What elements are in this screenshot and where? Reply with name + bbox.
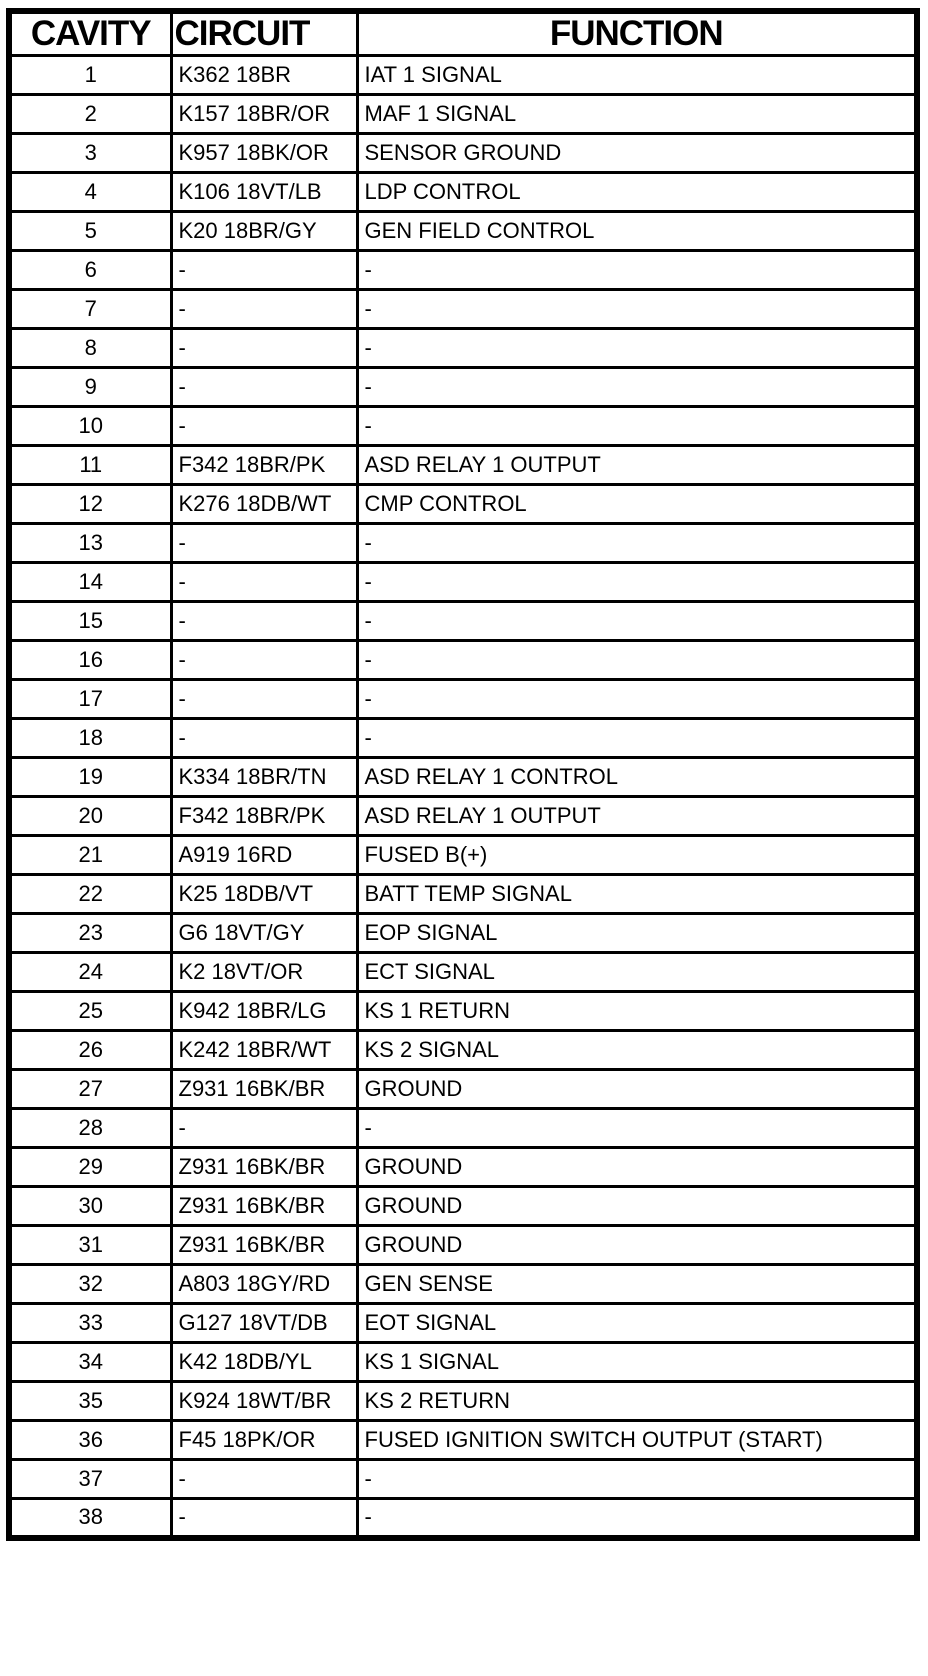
cavity-cell: 27	[9, 1070, 171, 1109]
function-cell: GROUND	[357, 1148, 917, 1187]
circuit-cell: -	[171, 1460, 357, 1499]
table-row	[9, 1421, 917, 1460]
circuit-cell: -	[171, 602, 357, 641]
table-row	[9, 563, 917, 602]
pinout-table	[6, 8, 920, 1541]
function-cell: ASD RELAY 1 OUTPUT	[357, 797, 917, 836]
function-cell: KS 2 SIGNAL	[357, 1031, 917, 1070]
cavity-cell: 23	[9, 914, 171, 953]
circuit-cell: K334 18BR/TN	[171, 758, 357, 797]
cavity-cell: 31	[9, 1226, 171, 1265]
table-row	[9, 1343, 917, 1382]
circuit-cell: F342 18BR/PK	[171, 446, 357, 485]
circuit-cell: -	[171, 368, 357, 407]
table-row	[9, 95, 917, 134]
cavity-cell: 8	[9, 329, 171, 368]
circuit-cell: K42 18DB/YL	[171, 1343, 357, 1382]
circuit-cell: K362 18BR	[171, 56, 357, 95]
cavity-cell: 10	[9, 407, 171, 446]
circuit-cell: -	[171, 290, 357, 329]
circuit-cell: -	[171, 1499, 357, 1538]
cavity-cell: 28	[9, 1109, 171, 1148]
header-function: FUNCTION	[357, 11, 917, 56]
function-cell: -	[357, 407, 917, 446]
table-row	[9, 1226, 917, 1265]
circuit-cell: -	[171, 641, 357, 680]
table-row	[9, 368, 917, 407]
cavity-cell: 1	[9, 56, 171, 95]
circuit-cell: -	[171, 719, 357, 758]
function-cell: GROUND	[357, 1187, 917, 1226]
table-header	[9, 11, 917, 56]
table-row	[9, 1109, 917, 1148]
table-body	[9, 56, 917, 1538]
function-cell: IAT 1 SIGNAL	[357, 56, 917, 95]
table-row	[9, 1148, 917, 1187]
function-cell: GEN SENSE	[357, 1265, 917, 1304]
function-cell: -	[357, 290, 917, 329]
cavity-cell: 35	[9, 1382, 171, 1421]
function-cell: -	[357, 1109, 917, 1148]
circuit-cell: Z931 16BK/BR	[171, 1187, 357, 1226]
cavity-cell: 12	[9, 485, 171, 524]
circuit-cell: K242 18BR/WT	[171, 1031, 357, 1070]
function-cell: KS 1 SIGNAL	[357, 1343, 917, 1382]
circuit-cell: -	[171, 680, 357, 719]
function-cell: LDP CONTROL	[357, 173, 917, 212]
cavity-cell: 38	[9, 1499, 171, 1538]
table-row	[9, 953, 917, 992]
function-cell: -	[357, 602, 917, 641]
table-row	[9, 251, 917, 290]
cavity-cell: 11	[9, 446, 171, 485]
cavity-cell: 25	[9, 992, 171, 1031]
cavity-cell: 3	[9, 134, 171, 173]
table-row	[9, 641, 917, 680]
function-cell: MAF 1 SIGNAL	[357, 95, 917, 134]
function-cell: GROUND	[357, 1226, 917, 1265]
table-row	[9, 1499, 917, 1538]
circuit-cell: F45 18PK/OR	[171, 1421, 357, 1460]
circuit-cell: -	[171, 1109, 357, 1148]
function-cell: -	[357, 1499, 917, 1538]
circuit-cell: K276 18DB/WT	[171, 485, 357, 524]
cavity-cell: 24	[9, 953, 171, 992]
header-row	[9, 11, 917, 56]
cavity-cell: 37	[9, 1460, 171, 1499]
cavity-cell: 15	[9, 602, 171, 641]
function-cell: -	[357, 719, 917, 758]
cavity-cell: 19	[9, 758, 171, 797]
table-row	[9, 1031, 917, 1070]
table-row	[9, 212, 917, 251]
table-row	[9, 719, 917, 758]
table-row	[9, 992, 917, 1031]
circuit-cell: -	[171, 563, 357, 602]
function-cell: ASD RELAY 1 CONTROL	[357, 758, 917, 797]
table-row	[9, 329, 917, 368]
function-cell: -	[357, 368, 917, 407]
function-cell: -	[357, 641, 917, 680]
table-row	[9, 134, 917, 173]
function-cell: GROUND	[357, 1070, 917, 1109]
circuit-cell: Z931 16BK/BR	[171, 1226, 357, 1265]
table-row	[9, 1265, 917, 1304]
cavity-cell: 26	[9, 1031, 171, 1070]
cavity-cell: 21	[9, 836, 171, 875]
circuit-cell: K25 18DB/VT	[171, 875, 357, 914]
cavity-cell: 22	[9, 875, 171, 914]
function-cell: EOP SIGNAL	[357, 914, 917, 953]
table-row	[9, 797, 917, 836]
circuit-cell: -	[171, 524, 357, 563]
function-cell: CMP CONTROL	[357, 485, 917, 524]
circuit-cell: G6 18VT/GY	[171, 914, 357, 953]
circuit-cell: F342 18BR/PK	[171, 797, 357, 836]
table-row	[9, 875, 917, 914]
function-cell: EOT SIGNAL	[357, 1304, 917, 1343]
circuit-cell: K2 18VT/OR	[171, 953, 357, 992]
circuit-cell: A803 18GY/RD	[171, 1265, 357, 1304]
cavity-cell: 6	[9, 251, 171, 290]
cavity-cell: 16	[9, 641, 171, 680]
function-cell: -	[357, 329, 917, 368]
circuit-cell: G127 18VT/DB	[171, 1304, 357, 1343]
circuit-cell: K106 18VT/LB	[171, 173, 357, 212]
cavity-cell: 13	[9, 524, 171, 563]
function-cell: -	[357, 251, 917, 290]
table-row	[9, 836, 917, 875]
cavity-cell: 7	[9, 290, 171, 329]
cavity-cell: 36	[9, 1421, 171, 1460]
cavity-cell: 30	[9, 1187, 171, 1226]
table-row	[9, 914, 917, 953]
table-row	[9, 407, 917, 446]
cavity-cell: 14	[9, 563, 171, 602]
table-row	[9, 758, 917, 797]
circuit-cell: K957 18BK/OR	[171, 134, 357, 173]
cavity-cell: 5	[9, 212, 171, 251]
table-row	[9, 1460, 917, 1499]
cavity-cell: 29	[9, 1148, 171, 1187]
function-cell: SENSOR GROUND	[357, 134, 917, 173]
header-circuit: CIRCUIT	[171, 11, 357, 56]
function-cell: FUSED B(+)	[357, 836, 917, 875]
function-cell: FUSED IGNITION SWITCH OUTPUT (START)	[357, 1421, 917, 1460]
table-row	[9, 524, 917, 563]
cavity-cell: 32	[9, 1265, 171, 1304]
circuit-cell: K20 18BR/GY	[171, 212, 357, 251]
cavity-cell: 33	[9, 1304, 171, 1343]
cavity-cell: 18	[9, 719, 171, 758]
function-cell: ASD RELAY 1 OUTPUT	[357, 446, 917, 485]
function-cell: BATT TEMP SIGNAL	[357, 875, 917, 914]
circuit-cell: -	[171, 251, 357, 290]
circuit-cell: K157 18BR/OR	[171, 95, 357, 134]
cavity-cell: 9	[9, 368, 171, 407]
table-row	[9, 56, 917, 95]
circuit-cell: A919 16RD	[171, 836, 357, 875]
function-cell: -	[357, 1460, 917, 1499]
circuit-cell: -	[171, 329, 357, 368]
table-row	[9, 1382, 917, 1421]
function-cell: ECT SIGNAL	[357, 953, 917, 992]
circuit-cell: K924 18WT/BR	[171, 1382, 357, 1421]
circuit-cell: K942 18BR/LG	[171, 992, 357, 1031]
table-row	[9, 173, 917, 212]
header-cavity: CAVITY	[9, 11, 171, 56]
function-cell: KS 2 RETURN	[357, 1382, 917, 1421]
table-row	[9, 290, 917, 329]
table-row	[9, 485, 917, 524]
circuit-cell: -	[171, 407, 357, 446]
table-row	[9, 446, 917, 485]
cavity-cell: 2	[9, 95, 171, 134]
table-row	[9, 1187, 917, 1226]
cavity-cell: 20	[9, 797, 171, 836]
function-cell: KS 1 RETURN	[357, 992, 917, 1031]
circuit-cell: Z931 16BK/BR	[171, 1070, 357, 1109]
circuit-cell: Z931 16BK/BR	[171, 1148, 357, 1187]
function-cell: -	[357, 563, 917, 602]
function-cell: -	[357, 680, 917, 719]
function-cell: GEN FIELD CONTROL	[357, 212, 917, 251]
table-row	[9, 1070, 917, 1109]
table-row	[9, 1304, 917, 1343]
function-cell: -	[357, 524, 917, 563]
cavity-cell: 4	[9, 173, 171, 212]
table-row	[9, 680, 917, 719]
table-row	[9, 602, 917, 641]
cavity-cell: 17	[9, 680, 171, 719]
cavity-cell: 34	[9, 1343, 171, 1382]
